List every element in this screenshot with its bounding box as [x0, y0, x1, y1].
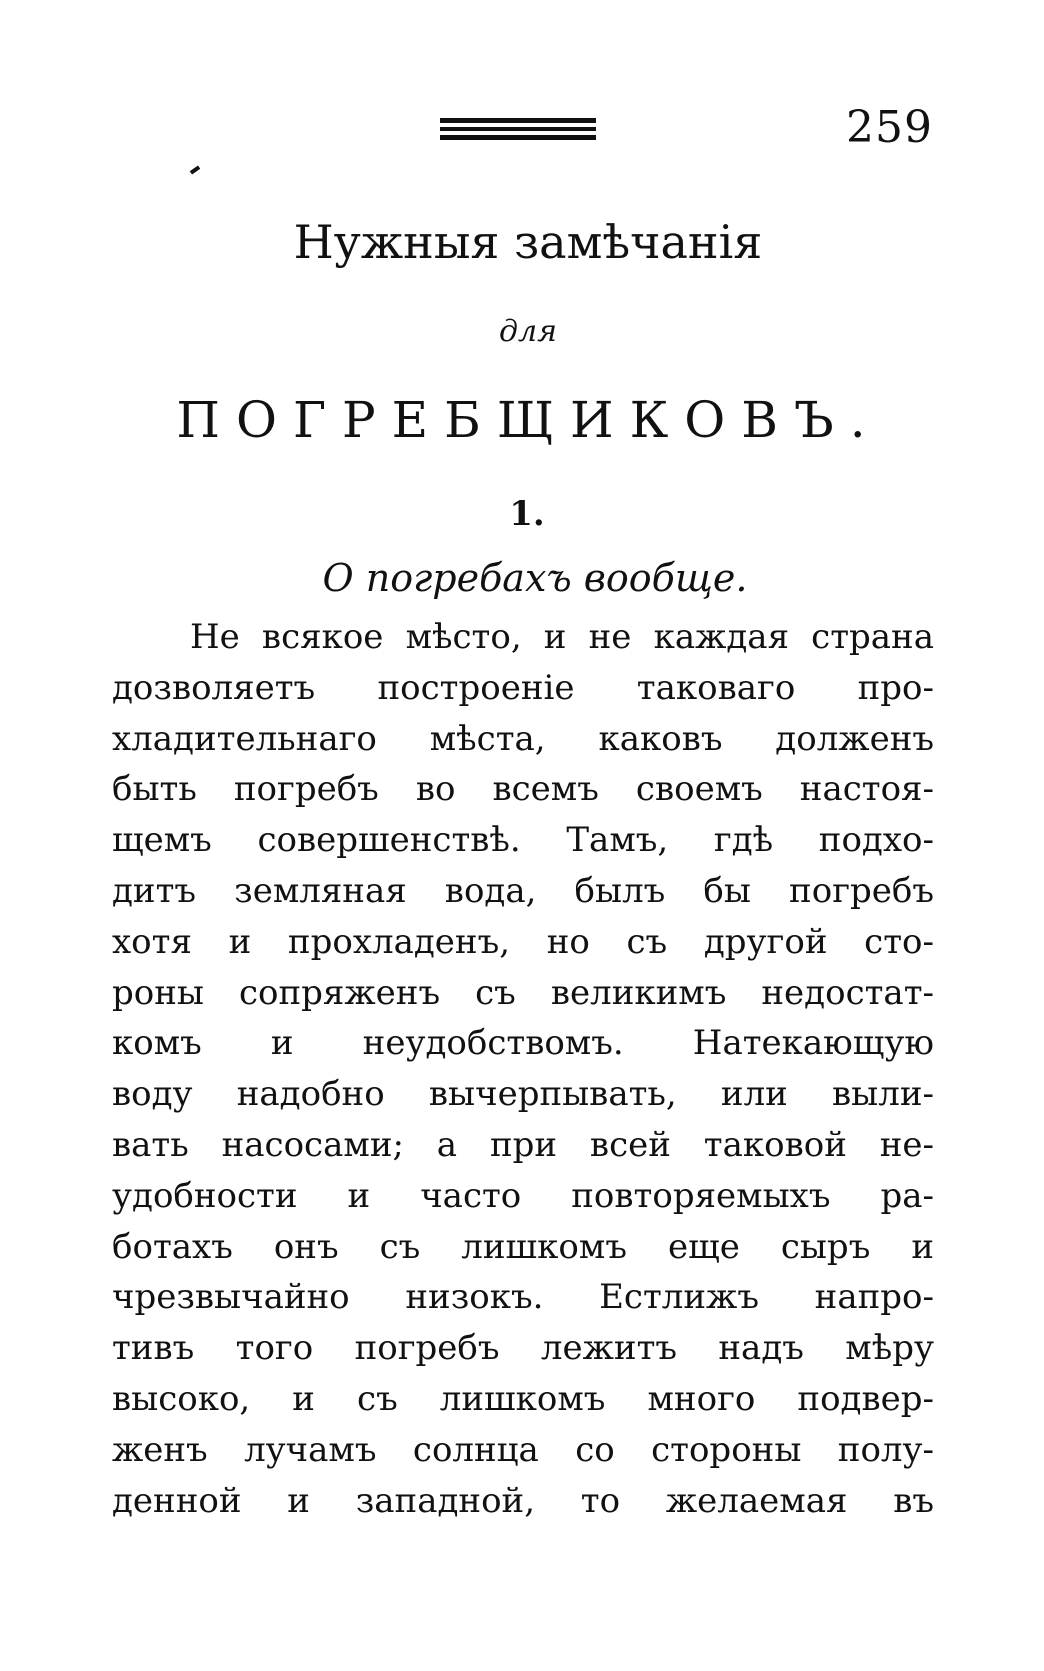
title-line-1: Нужныя замѣчанія	[293, 215, 763, 269]
text-line: хотя и прохладенъ, но съ другой сто-	[112, 921, 934, 962]
body-paragraph	[112, 612, 934, 1526]
text-line: воду надобно вычерпывать, или выли-	[112, 1074, 934, 1115]
section-number: 1.	[509, 494, 545, 534]
header-ornament-rule	[440, 118, 596, 142]
text-line: тивъ того погребъ лежитъ надъ мѣру	[112, 1328, 934, 1369]
text-line: дозволяетъ построеніе таковаго про-	[112, 667, 934, 708]
page-number: 259	[846, 102, 933, 153]
text-line: вать насосами; а при всей таковой не-	[112, 1124, 934, 1165]
text-line: дитъ земляная вода, былъ бы погребъ	[112, 870, 934, 911]
text-line: ботахъ онъ съ лишкомъ еще сыръ и	[112, 1226, 934, 1267]
text-line: щемъ совершенствѣ. Тамъ, гдѣ подхо-	[112, 820, 934, 861]
text-line: хладительнаго мѣста, каковъ долженъ	[112, 718, 934, 759]
text-line: женъ лучамъ солнца со стороны полу-	[112, 1429, 934, 1470]
text-line: комъ и неудобствомъ. Натекающую	[112, 1023, 934, 1064]
ink-speck	[190, 165, 200, 174]
text-line: чрезвычайно низокъ. Естлижъ напро-	[112, 1277, 934, 1318]
rule-bar	[440, 135, 596, 140]
text-line: удобности и часто повторяемыхъ ра-	[112, 1175, 934, 1216]
title-line-3: ПОГРЕБЩИКОВЪ.	[176, 391, 882, 449]
text-line: быть погребъ во всемъ своемъ настоя-	[112, 769, 934, 810]
rule-bar	[440, 118, 596, 123]
text-line: высоко, и съ лишкомъ много подвер-	[112, 1378, 934, 1419]
section-heading: О погребахъ вообще.	[322, 556, 748, 600]
rule-bar	[440, 127, 596, 131]
title-line-2: для	[499, 314, 557, 349]
text-line: денной и западной, то желаемая въ	[112, 1480, 934, 1521]
text-line: роны сопряженъ съ великимъ недостат-	[112, 972, 934, 1013]
text-line: Не всякое мѣсто, и не каждая страна	[190, 617, 934, 657]
